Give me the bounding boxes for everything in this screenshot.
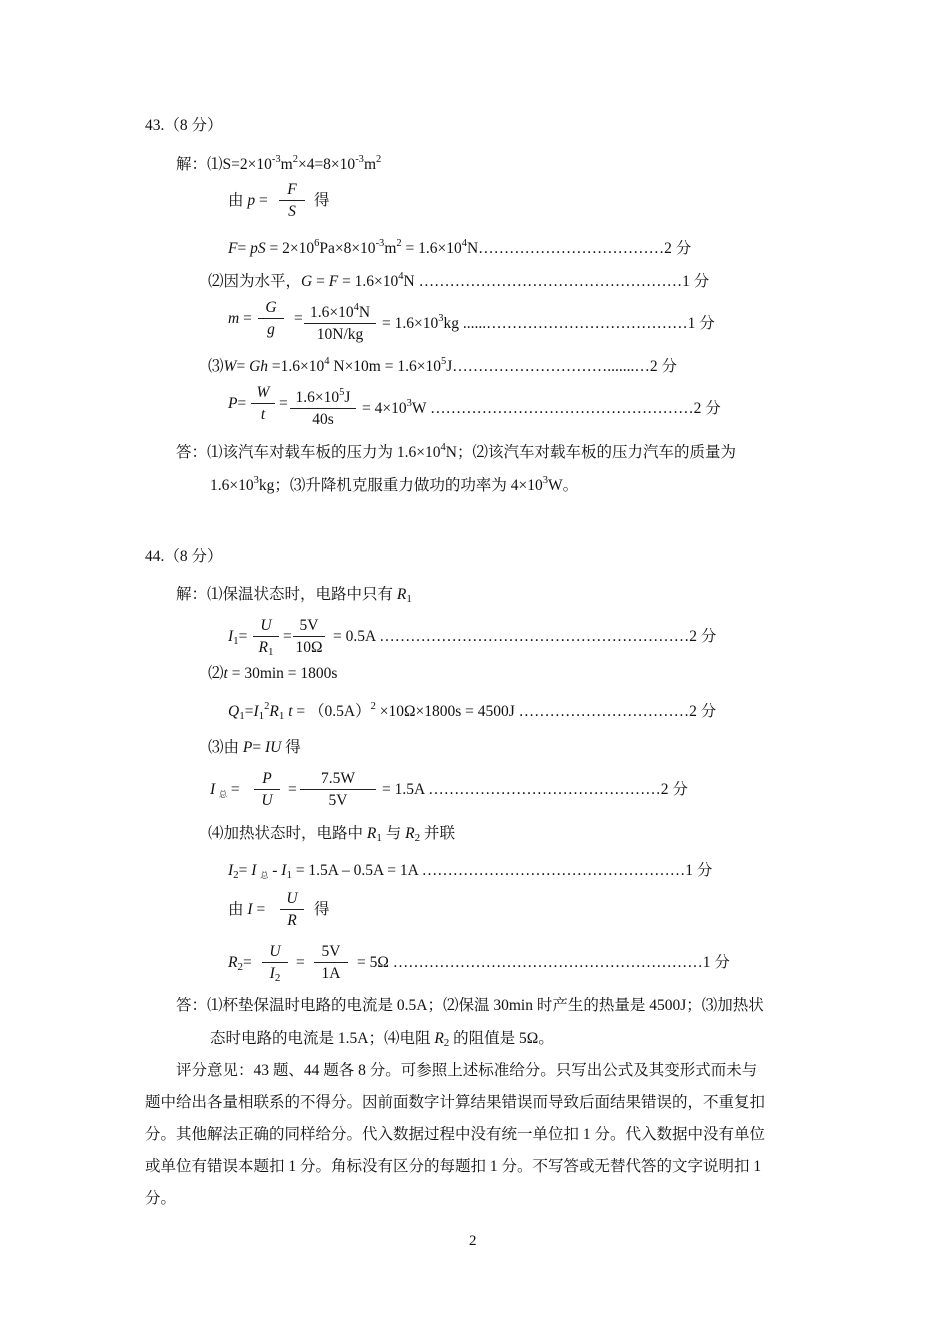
equals-sign: = xyxy=(288,781,297,798)
q43-mass-lhs: m = xyxy=(228,310,252,327)
fraction-u-over-r1: U $R_1$ xyxy=(253,616,279,662)
q44-current-lhs: $I_1=$ xyxy=(228,628,248,647)
q43-mass-result: = $1.6\times 10^3kg$ ......…………………………………1 分 xyxy=(382,313,715,332)
fraction-u-over-i2: U $I_2$ xyxy=(262,942,288,988)
fraction-i1-value: 5V 10Ω xyxy=(293,616,325,657)
q44-heat-line: $Q_1=I_1^2R_1$ $t = (0.5A)^2 \times 10\Omega\times 1800s = 4500J$ ……………………………2 分 xyxy=(228,701,717,722)
q43-answer-line2: $1.6\times 10^3kg$；⑶升降机克服重力做功的功率为 $4\times 10^3W$。 xyxy=(210,475,579,494)
q43-answer-line1: 答：⑴该汽车对载车板的压力为 $1.6\times 10^4N$；⑵该汽车对载车板的压力汽车的质量为 xyxy=(176,442,736,461)
q44-current-result: = 0.5A ……………………………………………………2 分 xyxy=(333,628,717,645)
page-number: 2 xyxy=(469,1233,477,1249)
q43-step1: 解：$⑴S=2\times 10^{-3}m^2\times 4=8\times 10^{-3}m^2$ xyxy=(176,154,382,173)
q44-r2-lhs: $R_2=$ xyxy=(228,954,252,973)
equals-sign: = xyxy=(283,628,292,645)
grading-line2: 题中给出各量相联系的不得分。因前面数字计算结果错误而导致后面结果错误的，不重复扣 xyxy=(145,1094,766,1111)
q44-r2-result: = 5Ω ……………………………………………………1 分 xyxy=(357,954,730,971)
fraction-u-over-r: U R xyxy=(280,889,304,930)
equals-sign: = xyxy=(296,954,305,971)
fraction-f-over-s: F S xyxy=(279,180,305,221)
q44-answer-line1: 答：⑴杯垫保温时电路的电流是 0.5A；⑵保温 30min 时产生的热量是 4500J；⑶加热状 xyxy=(176,997,764,1014)
q44-total-current-result: = 1.5A ………………………………………2 分 xyxy=(382,781,688,798)
equals-sign: = xyxy=(294,310,303,327)
fraction-power-value: $1.6\times 10^5J$ 40s xyxy=(290,383,356,429)
q44-answer-line2: 态时电路的电流是 1.5A；⑷电阻 $R_2$ 的阻值是 5Ω。 xyxy=(210,1030,554,1049)
q44-heading: 44.（8 分） xyxy=(145,548,223,565)
q44-step3: ⑶由 P= IU 得 xyxy=(208,739,301,756)
fraction-g-over-g: G g xyxy=(258,298,284,339)
q44-step2: ⑵t = 30min = 1800s xyxy=(208,665,338,682)
q44-step1: 解：⑴保温状态时，电路中只有 $R_1$ xyxy=(176,586,412,605)
q43-power-lhs: P= xyxy=(228,395,247,412)
de-label: 得 xyxy=(314,192,330,209)
grading-line1: 评分意见：43 题、44 题各 8 分。可参照上述标准给分。只写出公式及其变形式而未与 xyxy=(176,1062,758,1079)
q43-step2: ⑵因为水平，$G = F = 1.6\times 10^4N$ ……………………………………………1 分 xyxy=(208,271,710,290)
q44-step4: ⑷加热状态时，电路中 $R_1$ 与 $R_2$ 并联 xyxy=(208,825,455,844)
q43-force-line: F= pS = $2\times 10^6Pa\times 8\times 10^{-3}m^2$ = $1.6\times 10^4N\dots\dots\dots\dots\dots\dots\dots\dots\dots\dots\dots\dots 2$ 分 xyxy=(228,238,692,257)
fraction-w-over-t: W t xyxy=(251,383,275,424)
de-label: 得 xyxy=(314,901,330,918)
fraction-r2-value: 5V 1A xyxy=(314,942,348,983)
fraction-mass-value: $1.6\times 10^4N$ 10N/kg xyxy=(304,298,376,344)
grading-line4: 或单位有错误本题扣 1 分。角标没有区分的每题扣 1 分。不写答或无替代答的文字说明扣 1 xyxy=(145,1158,762,1175)
q43-pressure-formula: 由 p = xyxy=(228,192,268,209)
q43-step3: ⑶W= $Gh =1.6\times 10^4$ $N\times 10m = 1.6\times 10^5J\dots\dots\dots\dots\dots\dots\dots\dots\dots\dots.......\dots 2$ 分 xyxy=(208,356,678,375)
q44-i2-line: $I_2= I$ 总 - $I_1 = 1.5A - 0.5A = 1A$ ……………………………………………1 分 xyxy=(228,862,713,881)
equals-sign: = xyxy=(279,395,288,412)
q44-ohm-law: 由 I = xyxy=(228,901,266,918)
q43-heading: 43.（8 分） xyxy=(145,117,223,134)
solve-label: 解： xyxy=(176,156,208,173)
grading-line5: 分。 xyxy=(145,1190,177,1207)
q44-total-current-lhs: I 总 = xyxy=(210,781,240,799)
fraction-p-over-u: P U xyxy=(254,769,280,810)
grading-line3: 分。其他解法正确的同样给分。代入数据过程中没有统一单位扣 1 分。代入数据中没有单位 xyxy=(145,1126,766,1143)
q43-power-result: = $4\times 10^3W$ ……………………………………………2 分 xyxy=(362,398,721,417)
fraction-total-current-value: 7.5W 5V xyxy=(300,769,376,810)
